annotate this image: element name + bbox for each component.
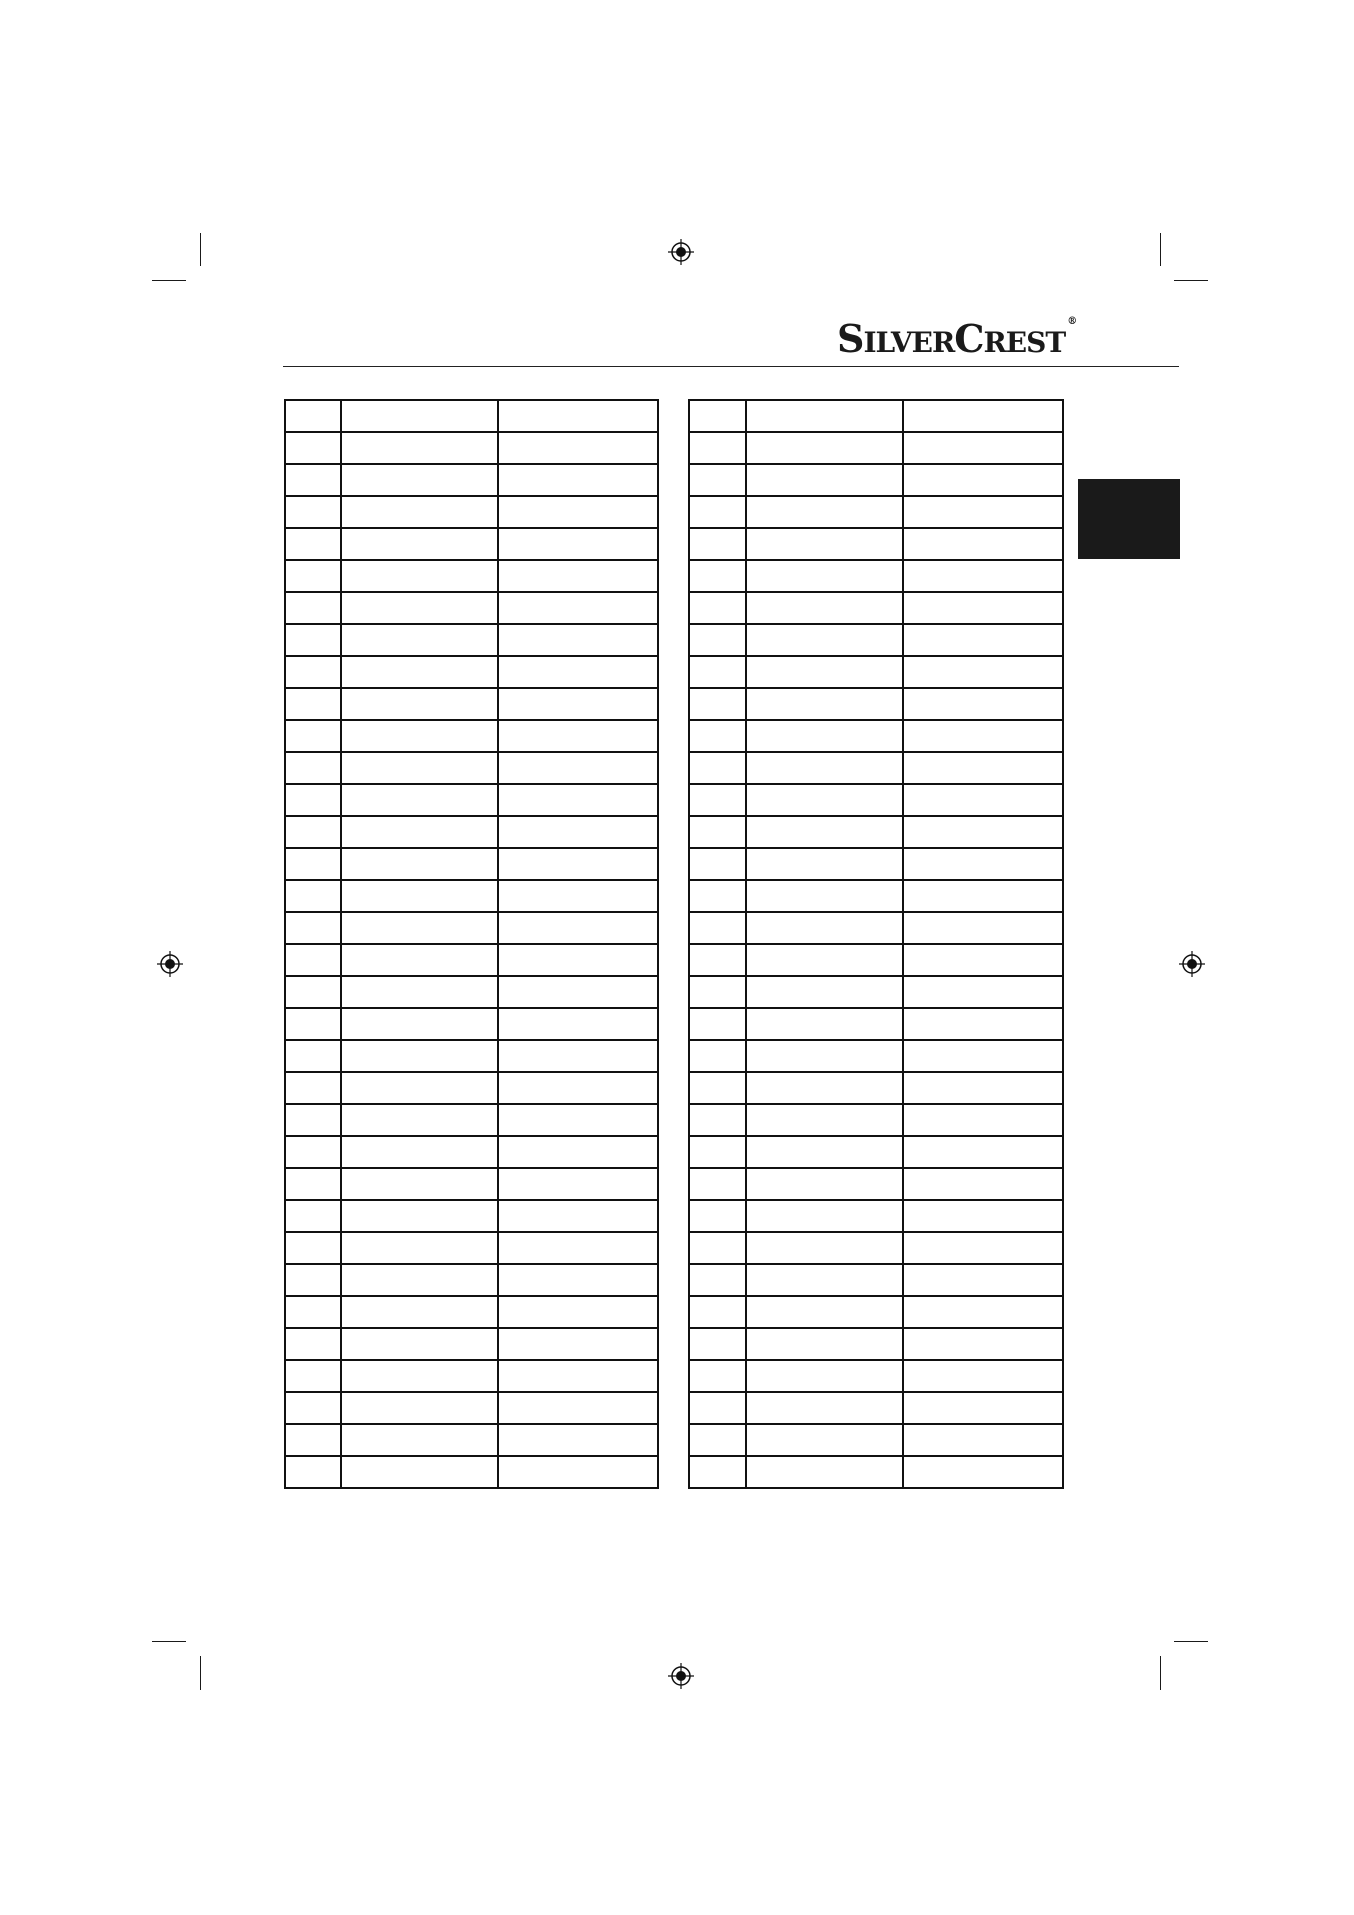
table-row [689,752,1063,784]
table-cell [903,976,1063,1008]
table-cell [341,880,498,912]
table-cell [341,1264,498,1296]
table-cell [903,400,1063,432]
table-cell [746,1104,903,1136]
registration-mark-icon [156,950,184,978]
table-cell [285,1008,341,1040]
table-cell [498,976,658,1008]
table-row [285,1328,658,1360]
crop-mark-icon [1160,233,1161,266]
table-row [689,1104,1063,1136]
table-cell [903,688,1063,720]
table-cell [903,1456,1063,1488]
table-row [689,784,1063,816]
table-cell [498,784,658,816]
brand-logo: SILVERCREST® [837,316,1077,361]
table-cell [903,496,1063,528]
table-cell [498,1456,658,1488]
table-row [285,1360,658,1392]
table-cell [689,784,746,816]
table-row [689,944,1063,976]
crop-mark-icon [152,1641,186,1642]
table-row [689,1456,1063,1488]
table-cell [285,912,341,944]
table-cell [341,592,498,624]
table-row [689,432,1063,464]
table-cell [341,1008,498,1040]
table-row [285,720,658,752]
table-cell [498,880,658,912]
table-cell [903,656,1063,688]
crop-mark-icon [200,233,201,266]
table-cell [746,1008,903,1040]
table-row [285,1136,658,1168]
table-cell [341,496,498,528]
table-cell [341,528,498,560]
table-cell [498,1200,658,1232]
table-cell [285,1104,341,1136]
table-cell [903,560,1063,592]
table-cell [689,1136,746,1168]
table-cell [689,464,746,496]
table-row [285,1232,658,1264]
table-cell [689,1040,746,1072]
table-cell [285,848,341,880]
table-cell [746,624,903,656]
table-cell [341,1424,498,1456]
table-cell [498,848,658,880]
table-row [689,688,1063,720]
table-cell [689,816,746,848]
table-row [689,1392,1063,1424]
table-cell [689,656,746,688]
table-cell [341,1200,498,1232]
table-cell [498,656,658,688]
chapter-tab [1078,479,1180,559]
table-row [285,496,658,528]
table-cell [285,464,341,496]
table-row [689,1072,1063,1104]
table-row [689,880,1063,912]
table-row [689,1296,1063,1328]
table-row [285,528,658,560]
table-cell [746,656,903,688]
table-row [285,560,658,592]
table-cell [746,560,903,592]
table-row [285,688,658,720]
registration-mark-icon [667,1662,695,1690]
table-cell [498,688,658,720]
table-cell [285,1328,341,1360]
table-row [689,464,1063,496]
table-cell [903,912,1063,944]
table-cell [341,848,498,880]
table-row [689,816,1063,848]
registered-mark: ® [1067,316,1077,327]
table-row [285,880,658,912]
table-row [285,816,658,848]
table-cell [341,624,498,656]
table-cell [498,944,658,976]
table-cell [498,464,658,496]
table-cell [746,1264,903,1296]
table-cell [689,496,746,528]
table-cell [285,880,341,912]
table-cell [285,1264,341,1296]
table-cell [746,944,903,976]
table-row [689,720,1063,752]
table-cell [498,1168,658,1200]
table-cell [498,1008,658,1040]
table-cell [341,784,498,816]
table-cell [746,1392,903,1424]
table-cell [903,1392,1063,1424]
table-cell [498,1040,658,1072]
table-cell [341,912,498,944]
registration-mark-icon [1178,950,1206,978]
table-row [689,624,1063,656]
table-cell [341,720,498,752]
table-cell [498,1424,658,1456]
table-cell [341,432,498,464]
table-cell [341,464,498,496]
table-cell [285,560,341,592]
table-cell [689,1360,746,1392]
table-cell [689,848,746,880]
table-cell [903,1104,1063,1136]
table-row [689,592,1063,624]
table-cell [689,1456,746,1488]
table-cell [285,816,341,848]
table-cell [689,912,746,944]
table-cell [689,880,746,912]
table-cell [903,1264,1063,1296]
table-cell [498,816,658,848]
table-cell [689,400,746,432]
table-row [689,1136,1063,1168]
table-row [285,752,658,784]
table-cell [285,944,341,976]
table-row [285,1264,658,1296]
table-cell [903,624,1063,656]
table-cell [903,1424,1063,1456]
table-cell [689,1104,746,1136]
table-cell [285,528,341,560]
table-cell [341,656,498,688]
table-row [285,592,658,624]
table-cell [285,1136,341,1168]
table-cell [903,1296,1063,1328]
table-cell [746,1072,903,1104]
table-cell [746,1200,903,1232]
table-cell [498,1360,658,1392]
table-row [689,1040,1063,1072]
table-cell [746,912,903,944]
table-row [689,912,1063,944]
table-cell [689,1232,746,1264]
table-cell [903,720,1063,752]
table-cell [498,1392,658,1424]
table-cell [341,816,498,848]
table-row [285,400,658,432]
table-row [285,976,658,1008]
table-cell [341,1168,498,1200]
registration-mark-icon [667,238,695,266]
table-cell [746,1424,903,1456]
table-cell [903,848,1063,880]
table-row [689,1328,1063,1360]
table-cell [285,1424,341,1456]
table-cell [498,1264,658,1296]
table-cell [341,1392,498,1424]
table-cell [498,560,658,592]
table-cell [498,1104,658,1136]
table-cell [903,784,1063,816]
table-cell [689,432,746,464]
table-row [689,496,1063,528]
table-cell [341,1136,498,1168]
crop-mark-icon [1174,280,1208,281]
table-cell [903,464,1063,496]
table-cell [746,1136,903,1168]
table-cell [498,432,658,464]
table-cell [498,400,658,432]
table-cell [746,976,903,1008]
table-cell [903,816,1063,848]
table-row [285,1008,658,1040]
table-cell [498,1328,658,1360]
table-row [689,656,1063,688]
table-cell [903,1232,1063,1264]
crop-mark-icon [152,280,186,281]
table-cell [746,432,903,464]
table-row [285,1392,658,1424]
table-cell [285,1392,341,1424]
table-cell [285,1456,341,1488]
table-cell [341,688,498,720]
table-cell [498,1296,658,1328]
table-cell [689,1200,746,1232]
table-cell [689,624,746,656]
table-row [689,1360,1063,1392]
table-cell [903,1328,1063,1360]
table-cell [341,400,498,432]
table-row [689,400,1063,432]
table-cell [341,1040,498,1072]
table-row [285,944,658,976]
table-cell [285,752,341,784]
table-cell [746,1168,903,1200]
table-cell [903,1040,1063,1072]
table-cell [285,784,341,816]
table-row [689,1424,1063,1456]
table-cell [285,400,341,432]
table-cell [689,1264,746,1296]
table-cell [746,816,903,848]
table-cell [689,1296,746,1328]
table-cell [689,1328,746,1360]
table-cell [341,1296,498,1328]
table-cell [903,432,1063,464]
table-cell [746,1360,903,1392]
table-cell [285,1232,341,1264]
table-cell [341,1232,498,1264]
table-cell [341,1072,498,1104]
crop-mark-icon [1174,1641,1208,1642]
table-cell [746,848,903,880]
table-row [285,1200,658,1232]
table-cell [689,1072,746,1104]
table-row [285,464,658,496]
table-cell [498,912,658,944]
blank-table-right [688,399,1064,1489]
table-cell [689,944,746,976]
table-cell [498,1232,658,1264]
table-cell [689,560,746,592]
table-cell [498,720,658,752]
table-cell [746,528,903,560]
table-cell [689,1008,746,1040]
table-cell [746,688,903,720]
table-cell [285,1296,341,1328]
table-row [689,976,1063,1008]
blank-table-left [284,399,659,1489]
table-row [689,1232,1063,1264]
table-cell [689,688,746,720]
table-cell [746,752,903,784]
table-cell [498,1072,658,1104]
table-cell [903,1168,1063,1200]
table-cell [285,688,341,720]
header-rule [283,366,1179,367]
table-cell [285,592,341,624]
table-cell [903,1136,1063,1168]
table-cell [746,1040,903,1072]
table-cell [746,1232,903,1264]
table-cell [689,976,746,1008]
crop-mark-icon [200,1656,201,1690]
table-cell [285,432,341,464]
table-cell [903,528,1063,560]
table-cell [746,1456,903,1488]
table-cell [285,1040,341,1072]
table-cell [689,1392,746,1424]
table-cell [746,1328,903,1360]
table-cell [498,496,658,528]
table-cell [903,944,1063,976]
table-cell [903,1072,1063,1104]
table-row [285,1456,658,1488]
table-row [689,1200,1063,1232]
table-row [689,1264,1063,1296]
table-cell [689,752,746,784]
table-cell [498,592,658,624]
table-cell [746,720,903,752]
table-row [285,1424,658,1456]
table-cell [341,560,498,592]
table-cell [285,1360,341,1392]
table-row [285,784,658,816]
table-cell [285,720,341,752]
table-cell [746,880,903,912]
table-cell [341,1104,498,1136]
table-cell [341,1328,498,1360]
table-row [285,1296,658,1328]
table-cell [746,784,903,816]
crop-mark-icon [1160,1656,1161,1690]
table-cell [498,528,658,560]
table-cell [689,1168,746,1200]
table-row [689,1168,1063,1200]
table-cell [285,1168,341,1200]
table-row [285,1104,658,1136]
table-row [689,560,1063,592]
table-cell [285,496,341,528]
table-cell [746,1296,903,1328]
table-cell [903,1360,1063,1392]
table-row [689,528,1063,560]
table-cell [903,752,1063,784]
table-cell [498,1136,658,1168]
table-row [285,912,658,944]
table-cell [285,1200,341,1232]
table-cell [689,592,746,624]
table-cell [285,624,341,656]
table-row [689,848,1063,880]
table-cell [903,1008,1063,1040]
table-cell [689,1424,746,1456]
table-cell [341,1456,498,1488]
table-cell [746,496,903,528]
table-row [285,624,658,656]
table-row [285,1168,658,1200]
table-cell [285,976,341,1008]
table-cell [341,944,498,976]
table-cell [498,752,658,784]
table-cell [903,880,1063,912]
table-cell [903,1200,1063,1232]
table-row [285,848,658,880]
table-cell [285,1072,341,1104]
table-cell [903,592,1063,624]
table-cell [746,464,903,496]
table-row [285,656,658,688]
table-cell [746,400,903,432]
table-cell [689,528,746,560]
table-row [285,432,658,464]
table-cell [341,752,498,784]
table-cell [341,976,498,1008]
table-row [285,1072,658,1104]
table-cell [285,656,341,688]
table-cell [498,624,658,656]
table-row [285,1040,658,1072]
table-cell [341,1360,498,1392]
table-cell [746,592,903,624]
table-cell [689,720,746,752]
table-row [689,1008,1063,1040]
